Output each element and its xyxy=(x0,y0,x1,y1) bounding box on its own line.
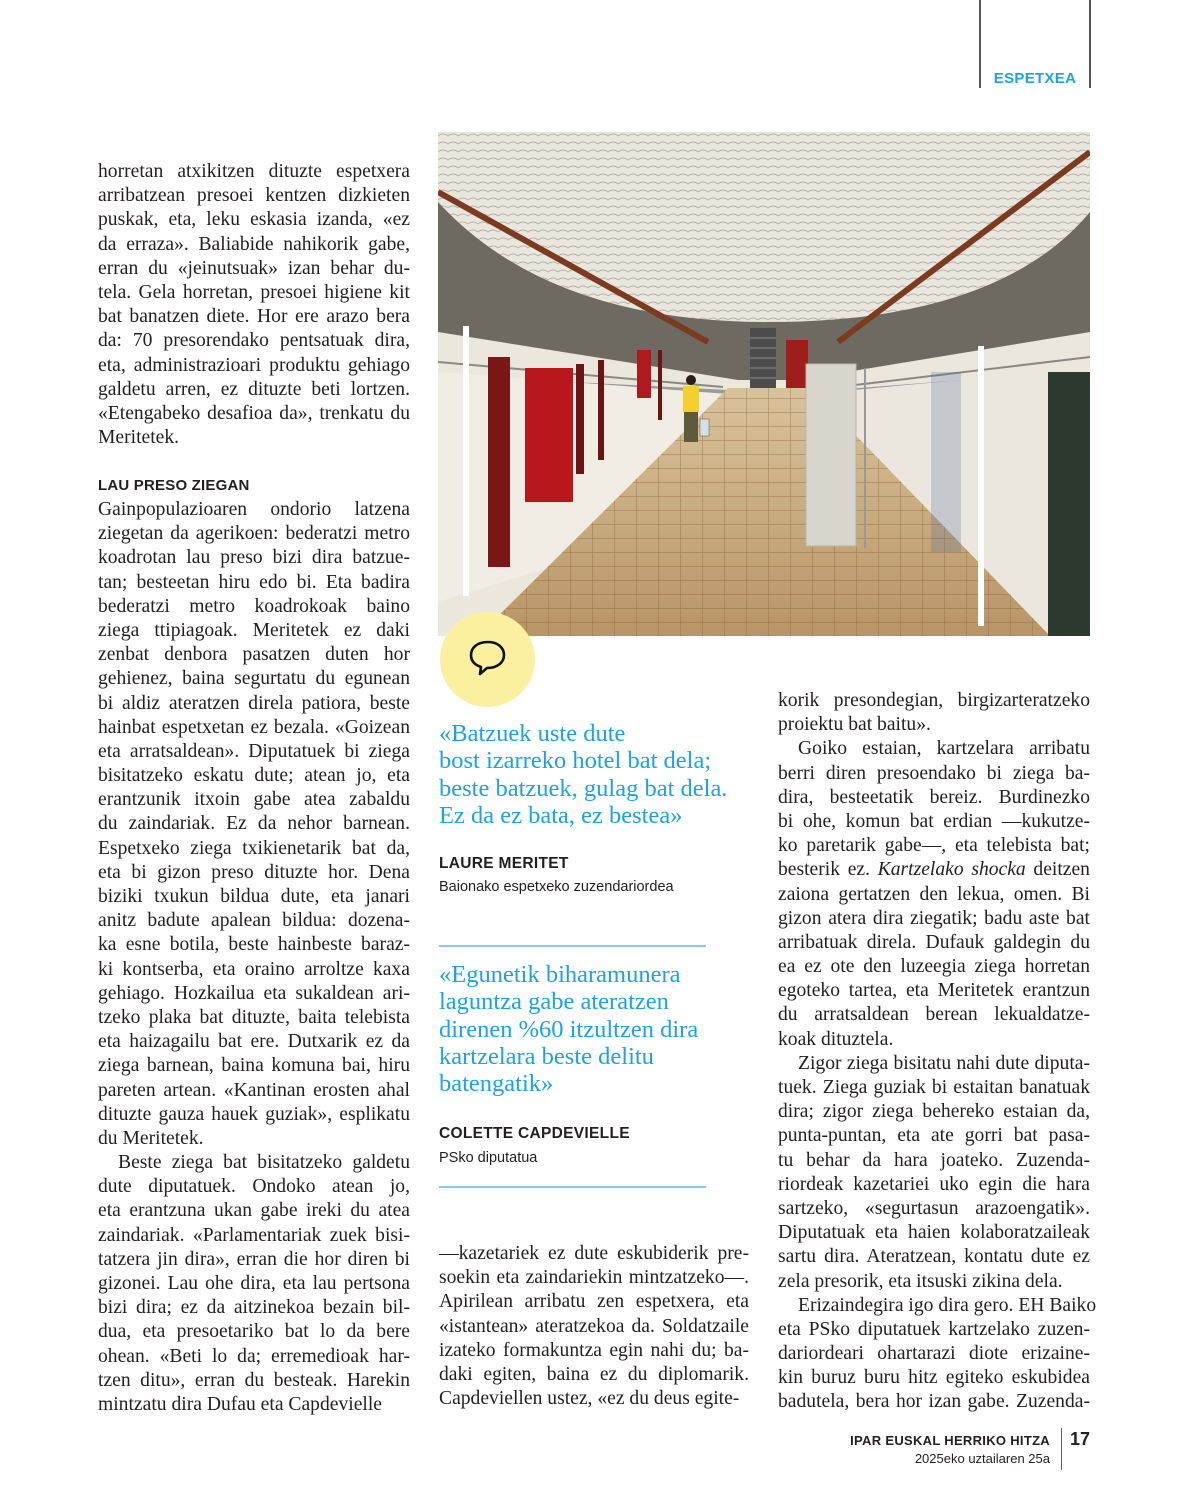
quote-1-author: LAURE MERITET xyxy=(439,855,569,872)
text-line: berri diren presoendako bi ziega ba- xyxy=(778,762,1090,784)
text-line: dira, besteetatik bereiz. Burdinezko xyxy=(778,786,1090,808)
text-line: gehiago. Hozkailua eta sukaldean ari- xyxy=(98,982,410,1004)
text-line: eta bi gizon preso dituzte hor. Dena xyxy=(98,861,410,883)
text-line: «Etengabeko desafioa da», trenkatu du xyxy=(98,402,410,424)
text-line: proiektu bat baitu». xyxy=(778,714,931,736)
text-line: Diputatuak eta haien kolaboratzaileak xyxy=(778,1222,1090,1244)
text-line: koak dituztela. xyxy=(778,1028,894,1050)
text-line: daki egiten, baina ez du diplomarik. xyxy=(439,1363,749,1385)
text-line: du Meritetek. xyxy=(98,1127,204,1149)
text-line: arribatzean presoei kentzen dizkieten xyxy=(98,185,410,207)
quote-line: direnen %60 itzultzen dira xyxy=(439,1015,699,1043)
text-line: punta-puntan, eta ate gorri bat pasa- xyxy=(778,1125,1090,1147)
column-2-text xyxy=(439,1242,749,1411)
text-line: galdetu arren, ez dituzte beti lortzen. xyxy=(98,378,410,400)
text-line: da: 70 presorendako pentsatuak dira, xyxy=(98,330,410,352)
italic-phrase: Kartzelako shocka xyxy=(877,859,1026,881)
text-line: gehienez, baina segurtatu du egunean xyxy=(98,668,410,690)
text-line: dute diputatuek. Ondoko atean jo, xyxy=(98,1176,410,1198)
text-line: korik presondegian, birgizarteratzeko xyxy=(778,690,1090,711)
text-line: dariordeari ohartarazi diote erizaine- xyxy=(778,1343,1090,1365)
text-line: koadrotan lau preso bizi dira batzue- xyxy=(98,547,410,569)
text-line: ko paretarik gabe—, eta telebista bat; xyxy=(778,835,1090,857)
text-line: kin buruz buru hitz egiteko eskubidea xyxy=(778,1367,1090,1389)
quote-line: «Egunetik biharamunera xyxy=(439,961,681,988)
text-line: riordeak kazetariei uko egin die hara xyxy=(778,1173,1090,1195)
pull-quote-1 xyxy=(439,720,727,829)
text-line: tuek. Ziega guziak bi estaitan banatuak xyxy=(778,1077,1090,1098)
italic-line-suffix: deitzen xyxy=(1025,859,1090,881)
text-line: gizonei. Lau ohe dira, eta lau pertsona xyxy=(98,1273,410,1294)
text-line: egoteko tartea, eta Meritetek erantzun xyxy=(778,980,1090,1002)
text-line: ea ez ote den luzeegia ziega horretan xyxy=(778,956,1090,978)
column-3-paragraph-2 xyxy=(778,737,1090,1051)
text-line: eta haizagailu bat ere. Dutxarik ez da xyxy=(98,1031,410,1053)
text-line: gizon atera dira ziegatik; badu aste bat xyxy=(778,907,1090,929)
quote-2-author: COLETTE CAPDEVIELLE xyxy=(439,1125,630,1142)
italic-line-prefix: besterik ez. xyxy=(778,859,878,881)
quote-line: beste batzuek, gulag bat dela. xyxy=(439,774,728,802)
column-3-paragraph-2-end xyxy=(778,883,1090,1052)
quote-divider-bottom xyxy=(439,1186,706,1188)
text-line: tzen ditu», erran du besteak. Harekin xyxy=(98,1369,410,1391)
text-line: mintzatu dira Dufau eta Capdevielle xyxy=(98,1393,382,1415)
text-line: zenbat denbora pasatzen duten hor xyxy=(98,644,410,666)
text-line: Gainpopulazioaren ondorio latzena xyxy=(98,499,410,520)
column-3-paragraph-3 xyxy=(778,1052,1090,1294)
text-line: pareten artean. «Kantinan erosten ahal xyxy=(98,1079,410,1101)
column-3-paragraph-1 xyxy=(778,689,1090,737)
subheading: LAU PRESO ZIEGAN xyxy=(98,477,250,494)
column-3-italic-line xyxy=(778,858,1090,882)
text-line: Erizaindegira igo dira gero. EH Baiko xyxy=(798,1294,1097,1316)
column-1-paragraph-2 xyxy=(98,498,410,1151)
text-line: da erraza». Baliabide nahikorik gabe, xyxy=(98,233,410,255)
text-line: Beste ziega bat bisitatzeko galdetu xyxy=(118,1152,410,1174)
text-line: horretan atxikitzen dituzte espetxera xyxy=(98,161,410,182)
text-line: eta erantzuna ukan gabe ireki du atea xyxy=(98,1200,410,1222)
text-line: tan; besteetan hiru edo bi. Eta badira xyxy=(98,571,410,593)
text-line: ziegetan da agerikoen: bederatzi metro xyxy=(98,523,410,545)
quote-line: batengatik» xyxy=(439,1070,554,1098)
text-line: bederatzi metro koadrokoak baino xyxy=(98,595,410,617)
column-3-text xyxy=(778,689,1097,1415)
column-3-paragraph-4 xyxy=(778,1294,1097,1415)
text-line: bat banatzen diete. Hor ere arazo bera xyxy=(98,306,410,328)
text-line: anitz badute apalean bildua: dozena- xyxy=(98,910,410,932)
text-line: tatzera jin dira», erran die hor diren bi xyxy=(98,1248,410,1270)
text-line: Zigor ziega bisitatu nahi dute diputa- xyxy=(798,1052,1090,1074)
text-line: izateko formakuntza egin nahi du; ba- xyxy=(439,1339,749,1361)
text-line: zaiona gertatzen den lekua, omen. Bi xyxy=(778,883,1090,905)
quote-line: bost izarreko hotel bat dela; xyxy=(439,747,712,775)
text-line: erantzunik itxoin gabe atea zabaldu xyxy=(98,789,410,811)
text-line: Goiko estaian, kartzelara arribatu xyxy=(798,738,1090,760)
text-line: Capdeviellen ustez, «ez du deus egite- xyxy=(439,1388,740,1410)
text-line: —kazetariek ez dute eskubiderik pre- xyxy=(439,1243,749,1264)
text-line: sartzeko, «segurtasun arazoengatik». xyxy=(778,1197,1090,1219)
text-line: tzeko plaka bat dituzte, baita telebista xyxy=(98,1006,410,1028)
footer-date: 2025eko uztailaren 25a xyxy=(914,1451,1050,1466)
text-line: arribatuak direla. Dufauk galdegin du xyxy=(778,931,1090,953)
quote-icon-badge xyxy=(440,612,535,707)
text-line: tela. Gela horretan, presoei higiene kit xyxy=(98,281,410,303)
page-number: 17 xyxy=(1070,1429,1091,1449)
text-line: ka esne botila, beste hainbeste baraz- xyxy=(98,934,410,956)
header-rule-right xyxy=(1089,0,1091,88)
quote-2-role: PSko diputatua xyxy=(439,1150,538,1166)
text-line: puskak, eta, leku eskasia izanda, «ez xyxy=(98,209,410,231)
quote-line: Ez da ez bata, ez bestea» xyxy=(439,801,683,829)
text-line: «istantean» ateratzekoa da. Soldatzaile xyxy=(439,1315,749,1337)
text-line: du zaindariak. Ez da nehor barnean. xyxy=(98,813,410,835)
text-line: hainbat espetxetan ez bezala. «Goizean xyxy=(98,716,410,738)
column-1-body xyxy=(98,498,410,1417)
text-line: soekin eta zaindariekin mintzatzeko—. xyxy=(439,1267,749,1289)
text-line: bi ohe, komun bat erdian —kukutze- xyxy=(778,810,1090,832)
text-line: dira; zigor ziega behereko estaian da, xyxy=(778,1101,1090,1123)
quote-divider-top xyxy=(439,945,706,947)
text-line: dituzte gauza hauek guziak», esplikatu xyxy=(98,1103,410,1125)
text-line: zaindariak. «Parlamentariak zuek bisi- xyxy=(98,1224,410,1246)
quote-line: laguntza gabe ateratzen xyxy=(439,988,669,1016)
pull-quote-2 xyxy=(439,961,698,1097)
text-line: Meritetek. xyxy=(98,427,180,449)
column-1-paragraph-3 xyxy=(98,1151,410,1417)
quote-line: «Batzuek uste dute xyxy=(439,720,626,747)
section-label: ESPETXEA xyxy=(993,70,1077,87)
footer-publication: IPAR EUSKAL HERRIKO HITZA xyxy=(850,1433,1050,1448)
text-line: biziki txukun bildua dute, eta janari xyxy=(98,886,410,907)
text-line: bizi dira; ez da aitzinekoa bezain bil- xyxy=(98,1297,410,1319)
text-line: sartu dira. Ateratzean, kontatu dute ez xyxy=(778,1246,1090,1268)
text-line: ziega ttipiagoak. Meritetek ez daki xyxy=(98,619,410,641)
text-line: tu behar da hara joateko. Zuzenda- xyxy=(778,1149,1090,1171)
footer-divider xyxy=(1061,1428,1062,1470)
text-line: eta arratsaldean». Diputatuek bi ziega xyxy=(98,740,410,762)
text-line: eta PSko diputatuek kartzelako zuzen- xyxy=(778,1318,1090,1340)
text-line: eta, administrazioari produktu gehiago xyxy=(98,354,410,376)
text-line: zela presorik, eta itsuski zikina dela. xyxy=(778,1270,1063,1292)
text-line: Espetxeko ziega txikienetarik bat da, xyxy=(98,837,410,859)
text-line: du arratsaldean berean lekualdatze- xyxy=(778,1004,1090,1026)
text-line: bisitatzeko eskatu dute; atean jo, eta xyxy=(98,765,410,787)
text-line: dua, eta presoetariko bat lo da bere xyxy=(98,1321,410,1343)
text-line: erran du «jeinutsuak» izan behar du- xyxy=(98,257,410,279)
text-line: badutela, bera hor izan gabe. Zuzenda- xyxy=(778,1391,1090,1413)
column-1-paragraph-1 xyxy=(98,160,410,450)
prison-corridor-photo xyxy=(438,132,1090,636)
speech-bubble-icon xyxy=(467,637,509,679)
text-line: ziega barnean, baina komuna bai, hiru xyxy=(98,1055,410,1077)
quote-1-role: Baionako espetxeko zuzendariordea xyxy=(439,879,674,895)
text-line: Apirilean arribatu zen espetxera, eta xyxy=(439,1291,749,1313)
text-line: ohean. «Beti lo da; erremedioak har- xyxy=(98,1345,410,1367)
text-line: ki kontserba, eta oraino arroltze kaxa xyxy=(98,958,410,980)
column-3-paragraph-2-start xyxy=(778,737,1090,858)
text-line: bi aldiz ateratzen direla patiora, beste xyxy=(98,692,410,714)
quote-line: kartzelara beste delitu xyxy=(439,1042,654,1070)
